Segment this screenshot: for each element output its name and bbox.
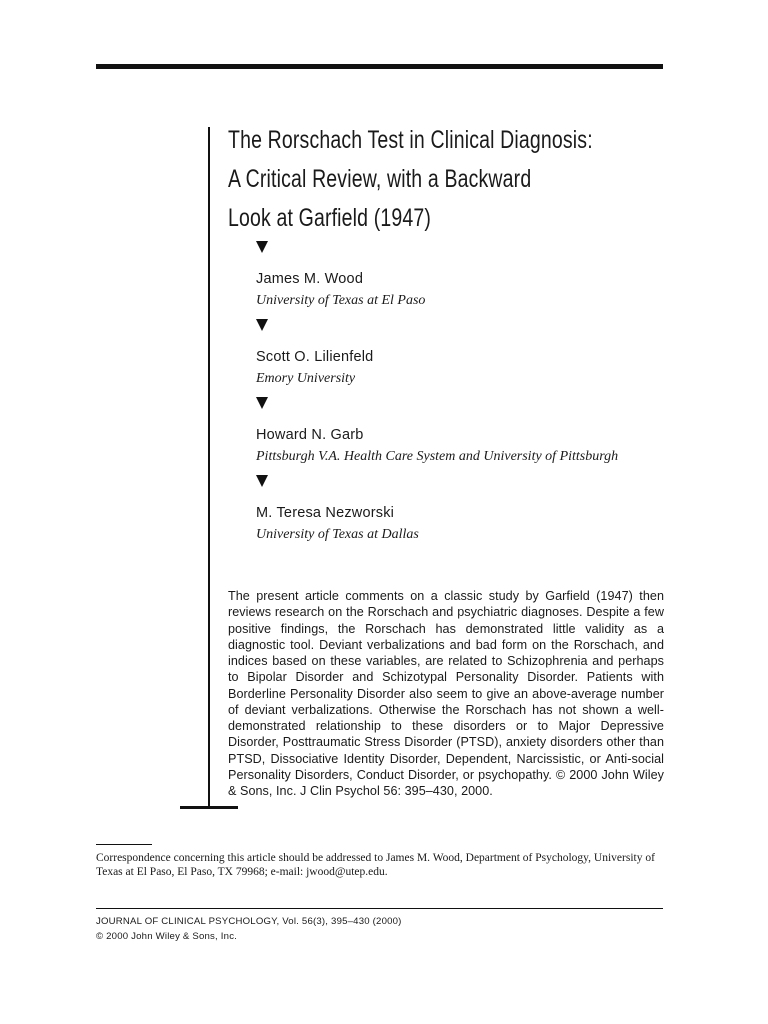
author-entry xyxy=(256,348,686,388)
triangle-bullet-icon xyxy=(256,241,268,253)
triangle-bullet-icon xyxy=(256,319,268,331)
author-entry xyxy=(256,270,686,310)
title-line: Look at Garfield (1947) xyxy=(228,204,432,232)
top-rule xyxy=(96,64,663,69)
author-affiliation: University of Texas at El Paso xyxy=(256,293,426,308)
author-name: Howard N. Garb xyxy=(256,427,364,443)
triangle-bullet-icon xyxy=(256,475,268,487)
journal-citation: JOURNAL OF CLINICAL PSYCHOLOGY, Vol. 56(3), 395–430 (2000) xyxy=(96,916,402,927)
journal-rule xyxy=(96,908,663,909)
correspondence-footnote: Correspondence concerning this article should be addressed to James M. Wood, Department of Psychology, University of Texas at El Paso, El Paso, TX 79968; e-mail: jwood@utep.edu. xyxy=(96,852,655,878)
author-name: M. Teresa Nezworski xyxy=(256,505,395,521)
journal-copyright: © 2000 John Wiley & Sons, Inc. xyxy=(96,931,238,942)
author-affiliation: Emory University xyxy=(256,371,356,386)
author-affiliation: University of Texas at Dallas xyxy=(256,527,419,542)
journal-info xyxy=(96,914,656,944)
author-entry xyxy=(256,426,686,466)
article-title xyxy=(228,121,593,238)
title-line: A Critical Review, with a Backward xyxy=(228,165,532,193)
author-name: Scott O. Lilienfeld xyxy=(256,349,374,365)
footnote-rule xyxy=(96,844,152,845)
abstract-end-rule xyxy=(180,806,238,809)
author-name: James M. Wood xyxy=(256,271,364,287)
author-entry xyxy=(256,504,686,544)
title-side-rule xyxy=(208,127,210,808)
title-line: The Rorschach Test in Clinical Diagnosis: xyxy=(228,126,593,154)
author-affiliation: Pittsburgh V.A. Health Care System and University of Pittsburgh xyxy=(256,449,619,464)
triangle-bullet-icon xyxy=(256,397,268,409)
abstract: The present article comments on a classic study by Garfield (1947) then reviews research on the Rorschach and psychiatric diagnoses. Despite a few positive findings, the Rorschach has demonstrated little validity as a diagnostic tool. Deviant verbalizations and bad form on the Rorschach, and indices based on these variables, are related to Schizophrenia and perhaps to Bipolar Disorder and Schizotypal Personality Disorder. Patients with Borderline Personality Disorder also seem to give an above-average number of deviant verbalizations. Otherwise the Rorschach has not shown a well-demonstrated relationship to these disorders or to Major Depressive Disorder, Posttraumatic Stress Disorder (PTSD), anxiety disorders other than PTSD, Dissociative Identity Disorder, Dependent, Narcissistic, or Anti-social Personality Disorders, Conduct Disorder, or psychopathy. © 2000 John Wiley & Sons, Inc. J Clin Psychol 56: 395–430, 2000. xyxy=(228,589,664,798)
